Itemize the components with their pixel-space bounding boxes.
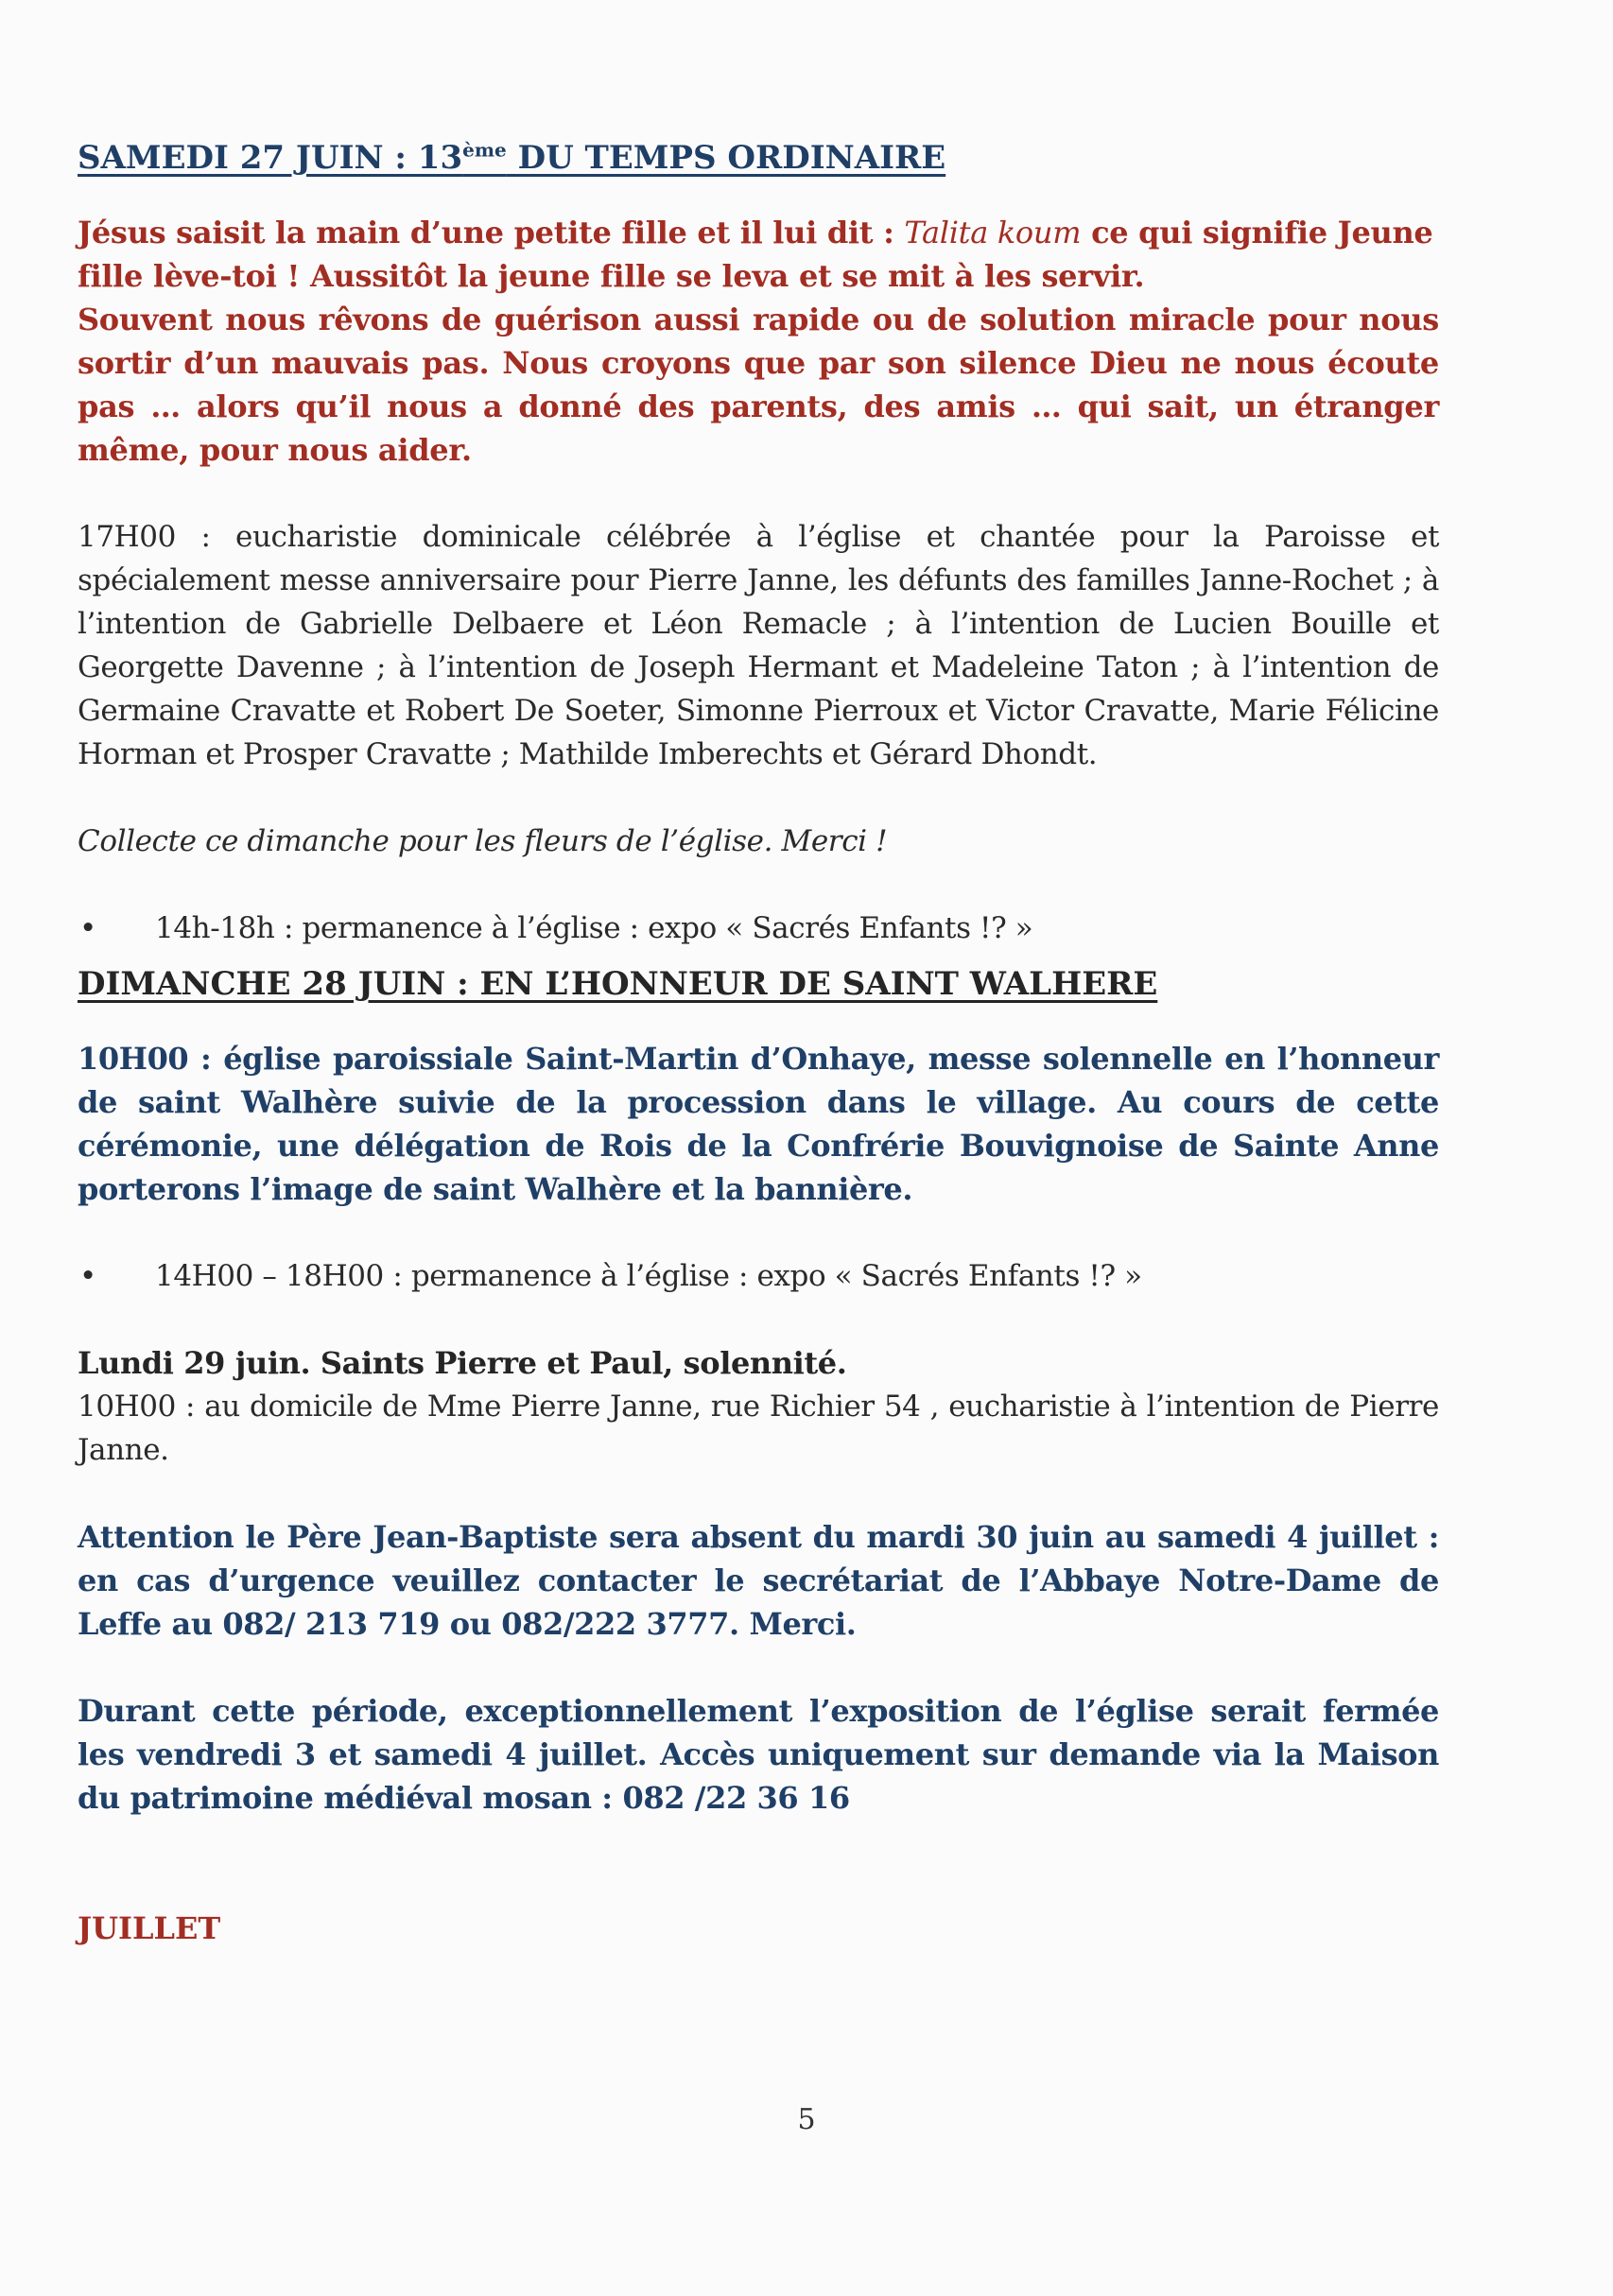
page-number: 5 xyxy=(797,2103,816,2136)
bullet-icon: • xyxy=(79,911,96,945)
title-samedi-pre: SAMEDI 27 JUIN : 13 xyxy=(78,139,463,177)
section-title-dimanche: DIMANCHE 28 JUIN : EN L’HONNEUR DE SAINT WALHERE xyxy=(78,965,1158,1003)
gospel-italic: Talita koum xyxy=(904,215,1082,250)
bullet-permanence-dimanche xyxy=(78,1254,1439,1298)
collecte-note: Collecte ce dimanche pour les fleurs de l’église. Merci ! xyxy=(78,824,888,858)
lundi-title: Lundi 29 juin. Saints Pierre et Paul, solennité. xyxy=(78,1345,847,1381)
bullet-text: 14h-18h : permanence à l’église : expo « Sacrés Enfants !? » xyxy=(155,911,1033,945)
gospel-part2: ce qui signifie Jeune fille lève-toi ! Aussitôt la jeune fille se leva et se mit à les servir. xyxy=(78,215,1433,294)
title-samedi-sup: ème xyxy=(462,138,507,162)
title-samedi-post: DU TEMPS ORDINAIRE xyxy=(506,139,946,177)
lundi-text: 10H00 : au domicile de Mme Pierre Janne, rue Richier 54 , eucharistie à l’intention de Pierre Janne. xyxy=(78,1390,1439,1467)
month-heading: JUILLET xyxy=(78,1910,221,1946)
mass-10h: 10H00 : église paroissiale Saint-Martin d’Onhaye, messe solennelle en l’honneur de saint Walhère suivie de la procession dans le village. Au cours de cette cérémonie, une délégation de Rois de la Confrérie Bouvignoise de Sainte Anne porterons l’image de saint Walhère et la bannière. xyxy=(78,1041,1439,1207)
bullet-icon: • xyxy=(79,1259,96,1293)
gospel-part1: Jésus saisit la main d’une petite fille et il lui dit : xyxy=(78,215,905,250)
periode-notice: Durant cette période, exceptionnellement l’exposition de l’église serait fermée les vendredi 3 et samedi 4 juillet. Accès uniquement sur demande via la Maison du patrimoine médiéval mosan : 082 /22 36 16 xyxy=(78,1693,1439,1816)
attention-notice: Attention le Père Jean-Baptiste sera absent du mardi 30 juin au samedi 4 juillet : en cas d’urgence veuillez contacter le secrétariat de l’Abbaye Notre-Dame de Leffe au 082/ 213 719 ou 082/222 3777. Merci. xyxy=(78,1519,1439,1642)
section-title-samedi xyxy=(78,137,1439,179)
gospel-reflection: Souvent nous rêvons de guérison aussi rapide ou de solution miracle pour nous sortir d’un mauvais pas. Nous croyons que par son silence Dieu ne nous écoute pas … alors qu’il nous a donné des parents, des amis … qui sait, un étranger même, pour nous aider. xyxy=(78,302,1439,468)
bullet-text: 14H00 – 18H00 : permanence à l’église : expo « Sacrés Enfants !? » xyxy=(155,1259,1142,1293)
page-content xyxy=(78,137,1439,1950)
gospel-quote xyxy=(78,211,1439,298)
bullet-permanence-samedi xyxy=(78,906,1439,950)
mass-17h: 17H00 : eucharistie dominicale célébrée à l’église et chantée pour la Paroisse et spécialement messe anniversaire pour Pierre Janne, les défunts des familles Janne-Rochet ; à l’intention de Gabrielle Delbaere et Léon Remacle ; à l’intention de Lucien Bouille et Georgette Davenne ; à l’intention de Joseph Hermant et Madeleine Taton ; à l’intention de Germaine Cravatte et Robert De Soeter, Simonne Pierroux et Victor Cravatte, Marie Félicine Horman et Prosper Cravatte ; Mathilde Imberechts et Gérard Dhondt. xyxy=(78,520,1439,771)
